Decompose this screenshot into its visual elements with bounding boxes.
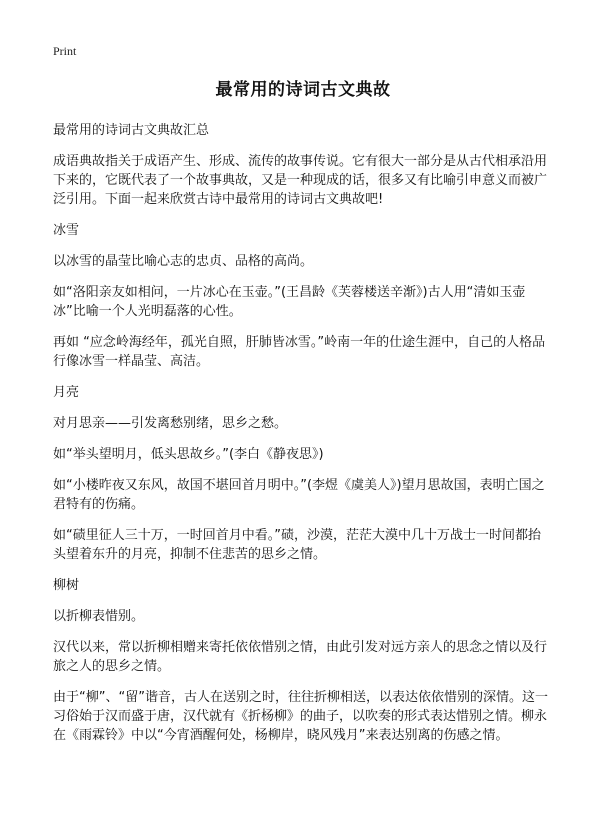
paragraph: 以折柳表惜别。 [53,609,145,624]
section-heading-liushu: 柳树 [53,578,80,593]
paragraph: 对月思亲——引发离愁别绪，思乡之愁。 [53,416,288,431]
summary-line: 最常用的诗词古文典故汇总 [53,123,210,138]
paragraph: 再如 “应念岭海经年，孤光自照，肝肺皆冰雪。”岭南一年的仕途生涯中，自己的人格品行像冰雪一样晶莹、高洁。 [53,335,546,369]
paragraph: 如“小楼昨夜又东风，故国不堪回首月明中。”(李煜《虞美人》)望月思故国，表明亡国之君特有的伤痛。 [53,478,545,512]
document-page [53,44,553,757]
paragraph: 如“碛里征人三十万，一时回首月中看。”碛，沙漠，茫茫大漠中几十万战士一时间都抬头望着东升的月亮，抑制不住悲苦的思乡之情。 [53,528,541,562]
paragraph: 以冰雪的晶莹比喻心志的忠贞、品格的高尚。 [53,254,314,269]
paragraph: 由于“柳”、“留”谐音，古人在送别之时，往往折柳相送，以表达依依惜别的深情。这一习俗始于汉而盛于唐，汉代就有《折杨柳》的曲子，以吹奏的形式表达惜别之情。柳永在《雨霖铃》中以“今宵酒醒何处，杨柳岸，晓风残月”来表达别离的伤感之情。 [53,690,548,743]
section-heading-bingxue: 冰雪 [53,223,80,238]
paragraph: 汉代以来，常以折柳相赠来寄托依依惜别之情，由此引发对远方亲人的思念之情以及行旅之人的思乡之情。 [53,640,548,674]
intro-paragraph: 成语典故指关于成语产生、形成、流传的故事传说。它有很大一部分是从古代相承沿用下来的，它既代表了一个故事典故，又是一种现成的话，很多又有比喻引申意义而被广泛引用。下面一起来欣赏古诗中最常用的诗词古文典故吧! [53,154,548,207]
print-link[interactable]: Print [53,44,77,58]
paragraph: 如“洛阳亲友如相问，一片冰心在玉壶。”(王昌龄《芙蓉楼送辛渐》)古人用“清如玉壶冰”比喻一个人光明磊落的心性。 [53,285,526,319]
page-title: 最常用的诗词古文典故 [215,80,391,100]
paragraph: 如“举头望明月，低头思故乡。”(李白《静夜思》) [53,447,324,462]
section-heading-yueliang: 月亮 [53,385,80,400]
